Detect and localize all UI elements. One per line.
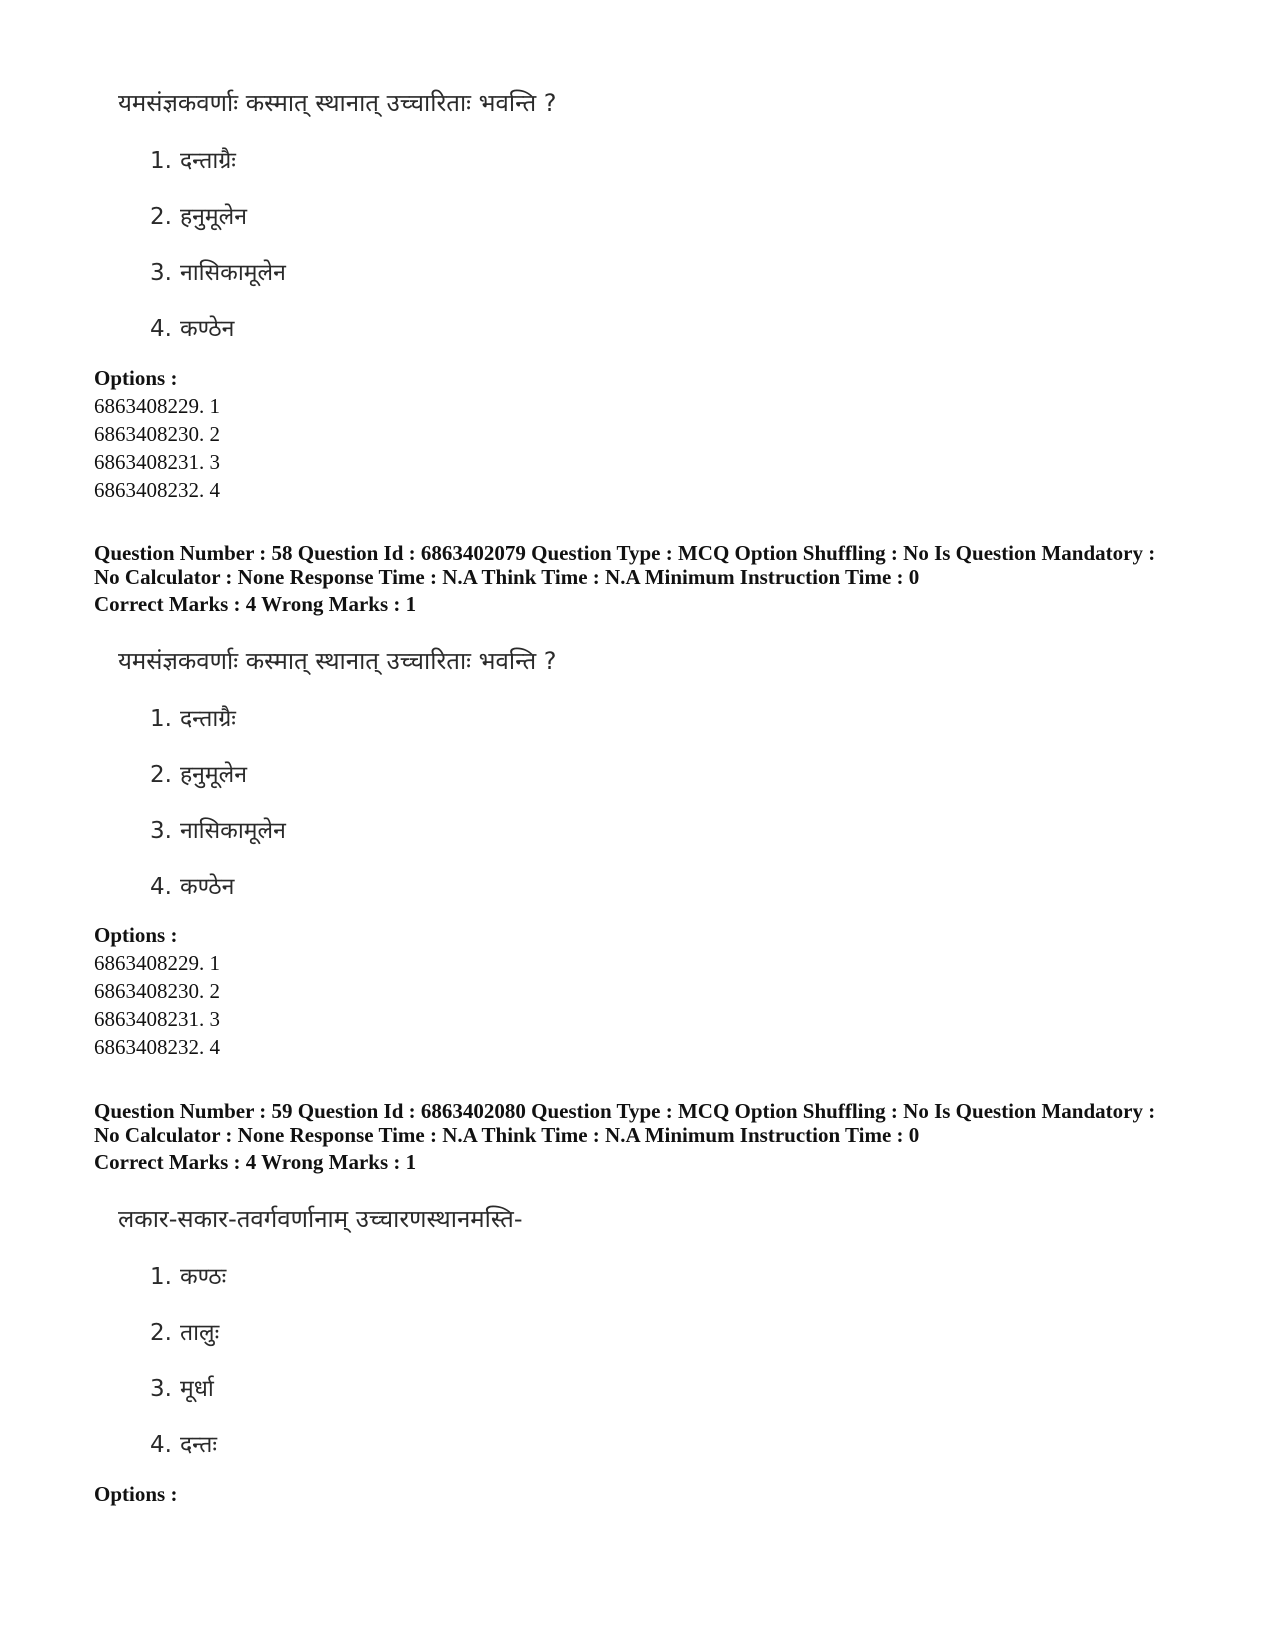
choice-item: 3. नासिकामूलेन: [150, 260, 286, 286]
option-id: 6863408232. 4: [94, 478, 220, 502]
choice-item: 2. तालुः: [150, 1320, 220, 1346]
option-id: 6863408231. 3: [94, 450, 220, 474]
choice-item: 4. दन्तः: [150, 1432, 218, 1458]
question-meta-line1: Question Number : 59 Question Id : 6863402080 Question Type : MCQ Option Shuffling : No Is Question Mandatory :: [94, 1099, 1156, 1123]
option-id: 6863408231. 3: [94, 1007, 220, 1031]
choice-item: 4. कण्ठेन: [150, 874, 235, 900]
question-stem: लकार-सकार-तवर्गवर्णानाम् उच्चारणस्थानमस्ति-: [118, 1205, 523, 1233]
choice-item: 3. मूर्धा: [150, 1376, 214, 1402]
options-label: Options :: [94, 366, 178, 390]
choice-item: 1. कण्ठः: [150, 1264, 227, 1290]
option-id: 6863408229. 1: [94, 394, 220, 418]
question-meta-line1: Question Number : 58 Question Id : 6863402079 Question Type : MCQ Option Shuffling : No Is Question Mandatory :: [94, 541, 1156, 565]
option-id: 6863408230. 2: [94, 979, 220, 1003]
choice-item: 2. हनुमूलेन: [150, 204, 248, 230]
question-meta-line2: No Calculator : None Response Time : N.A Think Time : N.A Minimum Instruction Time : 0: [94, 1123, 920, 1147]
choice-item: 2. हनुमूलेन: [150, 762, 248, 788]
question-stem: यमसंज्ञकवर्णाः कस्मात् स्थानात् उच्चारिताः भवन्ति ?: [118, 89, 557, 117]
option-id: 6863408232. 4: [94, 1035, 220, 1059]
choice-item: 3. नासिकामूलेन: [150, 818, 286, 844]
options-label: Options :: [94, 1482, 178, 1506]
choice-item: 4. कण्ठेन: [150, 316, 235, 342]
question-marks: Correct Marks : 4 Wrong Marks : 1: [94, 592, 417, 616]
choice-item: 1. दन्ताग्रैः: [150, 706, 236, 732]
option-id: 6863408230. 2: [94, 422, 220, 446]
choice-item: 1. दन्ताग्रैः: [150, 148, 236, 174]
options-label: Options :: [94, 923, 178, 947]
question-meta-line2: No Calculator : None Response Time : N.A Think Time : N.A Minimum Instruction Time : 0: [94, 565, 920, 589]
option-id: 6863408229. 1: [94, 951, 220, 975]
question-stem: यमसंज्ञकवर्णाः कस्मात् स्थानात् उच्चारिताः भवन्ति ?: [118, 647, 557, 675]
question-marks: Correct Marks : 4 Wrong Marks : 1: [94, 1150, 417, 1174]
